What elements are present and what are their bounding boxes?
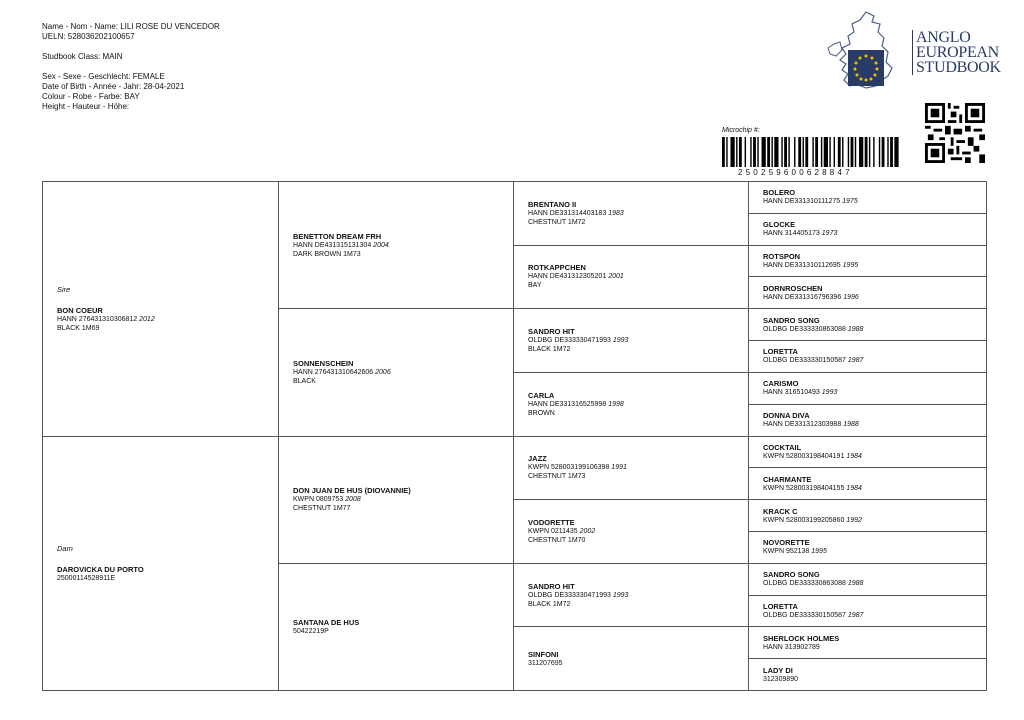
horse-name: SHERLOCK HOLMES [763, 633, 840, 643]
horse-registration [528, 463, 740, 472]
horse-registration [293, 495, 505, 504]
horse-registration [763, 452, 980, 461]
registration-number: HANN DE331310111275 [763, 198, 841, 206]
registration-number: KWPN 952138 [763, 548, 810, 556]
birth-year: 1988 [847, 580, 864, 588]
great-great-grandparent-cell [749, 372, 987, 404]
horse-name: BENETTON DREAM FRH [293, 231, 382, 241]
horse-registration [57, 315, 270, 324]
horse-registration [763, 579, 980, 588]
registration-number: OLDBG DE333330150587 [763, 357, 846, 365]
horse-name: SONNENSCHEIN [293, 358, 354, 368]
pedigree-table [42, 181, 987, 691]
great-great-grandparent-cell [749, 309, 987, 341]
horse-registration [763, 356, 980, 365]
horse-registration [763, 675, 980, 684]
registration-number: HANN DE331314403183 [528, 209, 607, 217]
birth-year: 1996 [843, 293, 859, 301]
registration-number: 25000114528911E [57, 574, 116, 582]
horse-name: BOLERO [763, 188, 796, 198]
horse-registration [763, 229, 980, 238]
ueln-line: UELN: 528036202100657 [42, 32, 135, 41]
birth-year: 2004 [373, 241, 389, 249]
registration-number: 312309890 [763, 675, 799, 683]
birth-year: 2001 [608, 273, 624, 281]
horse-name: KRACK C [763, 506, 798, 516]
sex-line: Sex - Sexe - Geschlecht: FEMALE [42, 72, 165, 81]
name-line: Name - Nom - Name: LILI ROSE DU VENCEDOR [42, 22, 220, 31]
birth-year: 2002 [579, 527, 596, 535]
registration-number: OLDBG DE333330863088 [763, 580, 846, 588]
horse-colour-height: CHESTNUT 1M77 [293, 505, 351, 513]
great-great-grandparent-cell [749, 341, 987, 373]
birth-year: 1987 [847, 611, 864, 619]
registration-number: OLDBG DE333330150587 [763, 611, 846, 619]
horse-registration [293, 627, 505, 636]
registration-number: KWPN 528003198404191 [763, 452, 845, 460]
great-grandparent-cell [514, 627, 749, 691]
birth-year: 2006 [375, 368, 391, 376]
horse-registration [528, 659, 740, 668]
birth-year: 1995 [842, 262, 859, 270]
horse-registration [763, 197, 980, 206]
great-grandparent-cell [514, 500, 749, 564]
grandparent-cell [279, 309, 514, 436]
registration-number: HANN 313902789 [763, 643, 820, 651]
studbook-logo-text: ANGLO EUROPEAN STUDBOOK [912, 30, 1001, 75]
birth-year: 1975 [842, 198, 858, 206]
horse-registration [763, 547, 980, 556]
barcode-icon [722, 137, 900, 167]
horse-name: VODORETTE [528, 517, 575, 527]
great-grandparent-cell [514, 309, 749, 373]
great-great-grandparent-cell [749, 468, 987, 500]
horse-colour-height: CHESTNUT 1M73 [528, 473, 586, 481]
studbook-line: Studbook Class: MAIN [42, 52, 123, 61]
pedigree-row [43, 436, 987, 468]
registration-number: 311207695 [528, 659, 563, 667]
horse-registration [528, 209, 740, 218]
birth-year: 1993 [612, 591, 629, 599]
great-great-grandparent-cell [749, 436, 987, 468]
horse-registration [763, 484, 980, 493]
horse-name: DAROVICKA DU PORTO [57, 564, 144, 574]
horse-name: CARLA [528, 390, 555, 400]
birth-year: 1988 [847, 325, 864, 333]
horse-name: LORETTA [763, 601, 798, 611]
great-great-grandparent-cell [749, 404, 987, 436]
microchip-number: 250259600628847 [738, 168, 853, 177]
birth-year: 1988 [843, 421, 859, 429]
great-grandparent-cell [514, 372, 749, 436]
birth-year: 1983 [608, 209, 624, 217]
registration-number: KWPN 0809753 [293, 496, 344, 504]
birth-year: 1998 [608, 400, 624, 408]
great-great-grandparent-cell [749, 245, 987, 277]
horse-colour-height: BLACK 1M72 [528, 600, 571, 608]
registration-number: HANN DE331310112695 [763, 262, 841, 270]
great-grandparent-cell [514, 245, 749, 309]
grandparent-cell [279, 182, 514, 309]
horse-details [42, 22, 220, 112]
birth-year: 2012 [139, 315, 155, 323]
pedigree-row [43, 182, 987, 214]
birth-year: 1995 [811, 548, 827, 556]
horse-name: BRENTANO II [528, 199, 577, 209]
horse-name: LADY DI [763, 665, 793, 675]
horse-colour-height: BLACK 1M69 [57, 324, 100, 332]
registration-number: KWPN 528003199205860 [763, 516, 845, 524]
horse-name: GLOCKE [763, 220, 796, 230]
horse-registration [528, 336, 740, 345]
horse-name: SANDRO SONG [763, 570, 820, 580]
birth-year: 1984 [846, 484, 862, 492]
horse-colour-height: BLACK [293, 377, 316, 385]
horse-registration [763, 293, 980, 302]
horse-name: DON JUAN DE HUS (DIOVANNIE) [293, 486, 411, 496]
horse-colour-height: BLACK 1M72 [528, 346, 571, 354]
horse-colour-height: BAY [528, 282, 542, 290]
registration-number: OLDBG DE333330863088 [763, 325, 846, 333]
horse-registration [763, 516, 980, 525]
horse-name: ROTSPON [763, 252, 801, 262]
horse-name: SANTANA DE HUS [293, 617, 360, 627]
horse-name: CARISMO [763, 379, 799, 389]
horse-registration [528, 272, 740, 281]
qr-code-icon [925, 103, 985, 163]
registration-number: KWPN 528003198404155 [763, 484, 845, 492]
horse-name: SANDRO HIT [528, 327, 575, 337]
horse-name: NOVORETTE [763, 538, 810, 548]
microchip-label: Microchip #: [722, 127, 760, 134]
great-great-grandparent-cell [749, 659, 987, 691]
birth-year: 1993 [821, 389, 838, 397]
horse-name: JAZZ [528, 454, 547, 464]
colour-line: Colour - Robe - Farbe: BAY [42, 92, 140, 101]
great-grandparent-cell [514, 563, 749, 627]
dam-cell [43, 436, 279, 691]
registration-number: HANN 276431310642606 [293, 368, 374, 376]
horse-registration [57, 574, 270, 583]
horse-name: COCKTAIL [763, 442, 802, 452]
height-line: Height - Hauteur - Höhe: [42, 102, 130, 111]
great-grandparent-cell [514, 436, 749, 500]
horse-registration [763, 611, 980, 620]
registration-number: 50422219P [293, 627, 329, 635]
horse-colour-height: CHESTNUT 1M70 [528, 536, 586, 544]
horse-name: BON COEUR [57, 305, 103, 315]
grandparent-cell [279, 436, 514, 563]
dob-line: Date of Birth - Année - Jahr: 28-04-2021 [42, 82, 185, 91]
sire-cell [43, 182, 279, 437]
horse-registration [528, 527, 740, 536]
registration-number: HANN DE431312305201 [528, 273, 607, 281]
pedigree-role: Dam [57, 543, 73, 553]
registration-number: HANN DE331312303988 [763, 421, 842, 429]
horse-registration [763, 325, 980, 334]
horse-registration [293, 368, 505, 377]
horse-name: DONNA DIVA [763, 411, 810, 421]
great-grandparent-cell [514, 182, 749, 246]
horse-name: DORNROSCHEN [763, 283, 823, 293]
registration-number: HANN 276431310306812 [57, 315, 138, 323]
pedigree-role: Sire [57, 284, 71, 294]
horse-registration [293, 241, 505, 250]
birth-year: 1987 [847, 357, 864, 365]
great-great-grandparent-cell [749, 182, 987, 214]
horse-colour-height: BROWN [528, 409, 555, 417]
grandparent-cell [279, 563, 514, 690]
birth-year: 1984 [846, 452, 862, 460]
great-great-grandparent-cell [749, 531, 987, 563]
horse-registration [763, 261, 980, 270]
horse-registration [763, 420, 980, 429]
registration-number: HANN DE431315131304 [293, 241, 372, 249]
horse-name: ROTKAPPCHEN [528, 263, 586, 273]
horse-colour-height: CHESTNUT 1M72 [528, 218, 586, 226]
great-great-grandparent-cell [749, 563, 987, 595]
birth-year: 1973 [821, 230, 838, 238]
great-great-grandparent-cell [749, 500, 987, 532]
birth-year: 1991 [611, 464, 627, 472]
great-great-grandparent-cell [749, 595, 987, 627]
great-great-grandparent-cell [749, 627, 987, 659]
horse-name: SINFONI [528, 649, 559, 659]
horse-name: SANDRO SONG [763, 315, 820, 325]
horse-registration [528, 591, 740, 600]
horse-name: SANDRO HIT [528, 581, 575, 591]
horse-name: LORETTA [763, 347, 798, 357]
birth-year: 1992 [846, 516, 862, 524]
horse-name: CHARMANTE [763, 474, 812, 484]
registration-number: HANN 314405173 [763, 230, 820, 238]
registration-number: HANN DE331316796396 [763, 293, 842, 301]
birth-year: 2008 [345, 496, 361, 504]
registration-number: HANN DE331316525998 [528, 400, 607, 408]
horse-registration [763, 388, 980, 397]
great-great-grandparent-cell [749, 277, 987, 309]
registration-number: HANN 316510493 [763, 389, 820, 397]
horse-registration [528, 400, 740, 409]
great-great-grandparent-cell [749, 213, 987, 245]
birth-year: 1993 [612, 337, 629, 345]
registration-number: OLDBG DE333330471993 [528, 591, 611, 599]
registration-number: OLDBG DE333330471993 [528, 337, 611, 345]
registration-number: KWPN 0211435 [528, 527, 578, 535]
registration-number: KWPN 528003199106398 [528, 464, 610, 472]
horse-colour-height: DARK BROWN 1M73 [293, 250, 361, 258]
horse-registration [763, 643, 980, 652]
